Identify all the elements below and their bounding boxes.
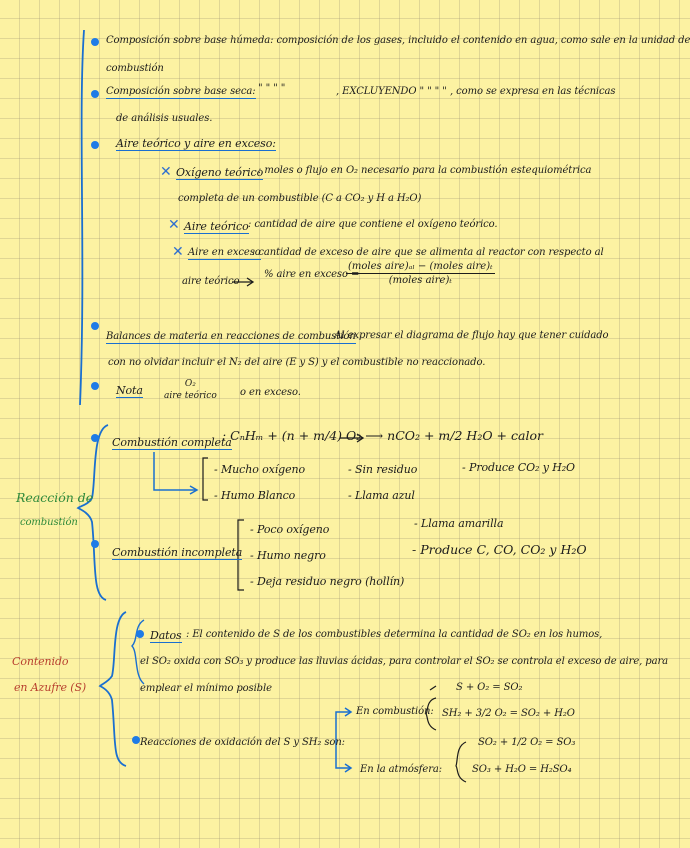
cross-bullet-icon: ✕ — [160, 164, 172, 180]
formula-exceso-fraction — [346, 262, 495, 286]
text-aire-teorico-label: aire teórico — [182, 276, 240, 287]
side-label-azufre: en Azufre (S) — [14, 681, 87, 694]
formula-exceso-left: % aire en exceso = — [264, 269, 360, 280]
text-excluyendo: , EXCLUYENDO " " " " — [336, 86, 447, 97]
brace-sulfur — [100, 612, 126, 766]
label-en-atmosfera: En la atmósfera: — [360, 764, 443, 775]
text-base-humeda-cont: combustión — [106, 63, 164, 74]
term-datos: Datos — [150, 629, 182, 642]
bullet-dot — [91, 382, 99, 390]
text-oxigeno-teorico: : moles o flujo en O₂ necesario para la combustión estequiométrica — [258, 165, 592, 176]
text-oxigeno-teorico-cont: completa de un combustible (C a CO₂ y H a H₂O) — [178, 193, 422, 204]
item-humo-negro: - Humo negro — [250, 549, 326, 562]
bracket-completa — [203, 458, 208, 500]
bullet-dot — [136, 630, 144, 638]
text-aire-exceso: : cantidad de exceso de aire que se alimenta al reactor con respecto al — [252, 247, 604, 258]
equation-sh2: SH₂ + 3/2 O₂ = SO₂ + H₂O — [442, 708, 575, 719]
formula-numerator: (moles aire)ₐₗ − (moles aire)ₜ — [348, 261, 493, 272]
nota-denominator: aire teórico — [164, 391, 217, 401]
item-produce-co2: - Produce CO₂ y H₂O — [462, 461, 575, 474]
text-balances: : Al expresar el diagrama de flujo hay que tener cuidado — [328, 330, 609, 341]
label-en-combustion: En combustión: — [356, 706, 434, 717]
bracket-atm-eqs — [456, 742, 466, 782]
term-aire-teorico: Aire teórico — [184, 220, 249, 233]
text-aire-teorico: : cantidad de aire que contiene el oxígeno teórico. — [248, 219, 498, 230]
text-balances-cont: con no olvidar incluir el N₂ del aire (E y S) y el combustible no reaccionado. — [108, 357, 486, 368]
item-produce-c-co: - Produce C, CO, CO₂ y H₂O — [412, 542, 587, 557]
item-llama-azul: - Llama azul — [348, 489, 415, 502]
bullet-dot — [91, 90, 99, 98]
item-humo-blanco: - Humo Blanco — [214, 489, 296, 502]
item-llama-amarilla: - Llama amarilla — [414, 517, 504, 530]
text-analisis: de análisis usuales. — [116, 113, 213, 124]
term-combustion-completa: Combustión completa — [112, 436, 232, 449]
text-reacciones-oxidacion: Reacciones de oxidación del S y SH₂ son: — [140, 737, 345, 748]
bullet-dot — [91, 322, 99, 330]
equation-so3-h2o: SO₃ + H₂O = H₂SO₄ — [472, 764, 572, 775]
equation-s-o2: S + O₂ = SO₂ — [456, 682, 523, 693]
item-mucho-oxigeno: - Mucho oxígeno — [214, 463, 306, 476]
term-nota: Nota — [116, 384, 143, 397]
side-label-contenido: Contenido — [12, 655, 69, 668]
equation-combustion-completa: : CₙHₘ + (n + m/4) O₂ ⟶ nCO₂ + m/2 H₂O + calor — [222, 428, 543, 443]
term-base-seca: Composición sobre base seca: — [106, 86, 256, 97]
term-aire-exceso: Aire en exceso — [188, 247, 261, 258]
bullet-dot — [91, 141, 99, 149]
text-datos-cont1: el SO₂ oxida con SO₃ y produce las lluvias ácidas, para controlar el SO₂ se controla el exceso de aire, para — [140, 656, 669, 667]
cross-bullet-icon: ✕ — [172, 244, 184, 260]
arrow-completa — [154, 452, 196, 490]
text-datos-cont2: emplear el mínimo posible — [140, 683, 272, 694]
text-datos: : El contenido de S de los combustibles determina la cantidad de SO₂ en los humos, — [186, 629, 603, 640]
ditto-marks: " " " " — [258, 83, 286, 94]
bullet-dot — [91, 540, 99, 548]
side-label-combustion: combustión — [20, 517, 78, 528]
bullet-dot — [91, 434, 99, 442]
nota-fraction — [164, 380, 217, 401]
term-balances: Balances de materia en reacciones de combustión — [106, 331, 356, 342]
nota-numerator: O₂ — [184, 379, 196, 389]
equation-so2-o2: SO₂ + 1/2 O₂ = SO₃ — [478, 737, 576, 748]
text-base-humeda: Composición sobre base húmeda: composición de los gases, incluido el contenido en agua, como sale en la unidad de — [106, 35, 690, 46]
item-residuo-negro: - Deja residuo negro (hollín) — [250, 575, 405, 588]
item-poco-oxigeno: - Poco oxígeno — [250, 523, 330, 536]
formula-denominator: (moles aire)ₜ — [388, 275, 452, 286]
text-tecnicas: , como se expresa en las técnicas — [450, 86, 616, 97]
margin-brace-top — [80, 30, 84, 405]
side-label-reaccion: Reacción de — [16, 490, 94, 505]
cross-bullet-icon: ✕ — [168, 217, 180, 233]
bullet-dot — [132, 736, 140, 744]
bullet-dot — [91, 38, 99, 46]
term-combustion-incompleta: Combustión incompleta — [112, 546, 243, 559]
text-nota: o en exceso. — [240, 387, 301, 398]
term-oxigeno-teorico: Oxígeno teórico — [176, 166, 264, 179]
item-sin-residuo: - Sin residuo — [348, 463, 418, 476]
brace-combustion — [78, 425, 108, 600]
term-aire-teorico-exceso: Aire teórico y aire en exceso: — [116, 137, 276, 150]
